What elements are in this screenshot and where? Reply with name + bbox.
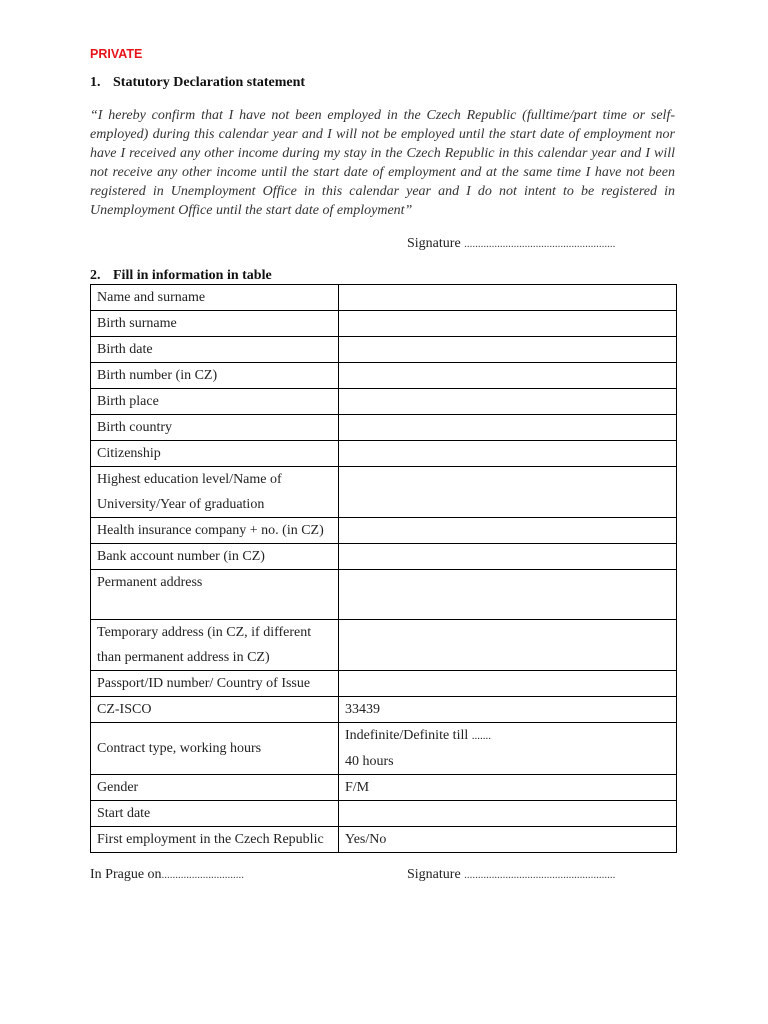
row-value[interactable] (339, 570, 677, 620)
section-2-heading (90, 268, 272, 284)
date-line[interactable]: .............................. (161, 869, 245, 881)
row-value[interactable] (339, 620, 677, 671)
table-row (91, 671, 677, 697)
row-label: Contract type, working hours (91, 723, 339, 775)
row-label-line: University/Year of graduation (97, 497, 265, 512)
table-row (91, 415, 677, 441)
row-value[interactable] (339, 467, 677, 518)
row-label-line: Highest education level/Name of (97, 472, 282, 487)
row-label (91, 467, 339, 518)
section-2-number: 2. (90, 268, 101, 283)
definite-till-dots: ....... (471, 730, 491, 742)
table-row (91, 311, 677, 337)
row-value[interactable]: F/M (339, 775, 677, 801)
row-value[interactable] (339, 311, 677, 337)
row-label: First employment in the Czech Republic (91, 827, 339, 853)
row-label: Health insurance company + no. (in CZ) (91, 518, 339, 544)
row-label: Citizenship (91, 441, 339, 467)
declaration-text: “I hereby confirm that I have not been employed in the Czech Republic (fulltime/part time or self-employed) during this calendar year and I will not be employed until the start date of employment nor have I received any other income during my stay in the Czech Republic in this calendar year and I will not receive any other income until the start date of employment and at the same time I have not been registered in Unemployment Office in this calendar year and I do not intent to be registered in Unemployment Office until the start date of employment” (90, 108, 675, 218)
table-row (91, 363, 677, 389)
contract-type-line (345, 723, 670, 749)
section-1-title: Statutory Declaration statement (113, 75, 306, 90)
signature-line[interactable]: ....................................................... (464, 238, 616, 250)
row-label: Permanent address (91, 570, 339, 620)
table-row (91, 467, 677, 518)
row-value[interactable] (339, 441, 677, 467)
place-label: In Prague on (90, 867, 162, 882)
row-label: Passport/ID number/ Country of Issue (91, 671, 339, 697)
table-row (91, 827, 677, 853)
row-label: Birth surname (91, 311, 339, 337)
row-value[interactable] (339, 723, 677, 775)
table-row (91, 337, 677, 363)
table-row (91, 544, 677, 570)
row-value[interactable]: 33439 (339, 697, 677, 723)
row-value[interactable] (339, 415, 677, 441)
row-label-line: than permanent address in CZ) (97, 650, 270, 665)
row-label: Gender (91, 775, 339, 801)
row-label: Start date (91, 801, 339, 827)
row-value[interactable] (339, 801, 677, 827)
information-table (90, 284, 677, 853)
row-label: Birth date (91, 337, 339, 363)
row-value[interactable] (339, 389, 677, 415)
table-row (91, 518, 677, 544)
row-value[interactable] (339, 544, 677, 570)
signature-label: Signature (407, 236, 461, 251)
table-row (91, 620, 677, 671)
declaration-signature (407, 236, 615, 252)
row-label: Birth number (in CZ) (91, 363, 339, 389)
table-row (91, 697, 677, 723)
row-value[interactable]: Yes/No (339, 827, 677, 853)
row-value[interactable] (339, 337, 677, 363)
signature-line[interactable]: ....................................................... (464, 869, 616, 881)
working-hours-line: 40 hours (345, 754, 394, 769)
row-value[interactable] (339, 285, 677, 311)
table-row (91, 775, 677, 801)
section-2-title: Fill in information in table (113, 268, 272, 283)
table-row (91, 801, 677, 827)
table-row (91, 570, 677, 620)
row-value[interactable] (339, 518, 677, 544)
table-row (91, 285, 677, 311)
table-row (91, 389, 677, 415)
section-1-number: 1. (90, 75, 101, 90)
footer-signature (407, 867, 615, 883)
row-value[interactable] (339, 363, 677, 389)
contract-type-text: Indefinite/Definite till (345, 728, 469, 743)
private-label: PRIVATE (90, 47, 143, 61)
section-1-heading (90, 75, 305, 91)
row-label-line: Temporary address (in CZ, if different (97, 625, 312, 640)
row-label: Birth country (91, 415, 339, 441)
table-row (91, 723, 677, 775)
row-label: Bank account number (in CZ) (91, 544, 339, 570)
row-value[interactable] (339, 671, 677, 697)
row-label: Name and surname (91, 285, 339, 311)
row-label: CZ-ISCO (91, 697, 339, 723)
signature-label: Signature (407, 867, 461, 882)
place-date-line (90, 867, 244, 883)
row-label: Birth place (91, 389, 339, 415)
table-row (91, 441, 677, 467)
row-label (91, 620, 339, 671)
